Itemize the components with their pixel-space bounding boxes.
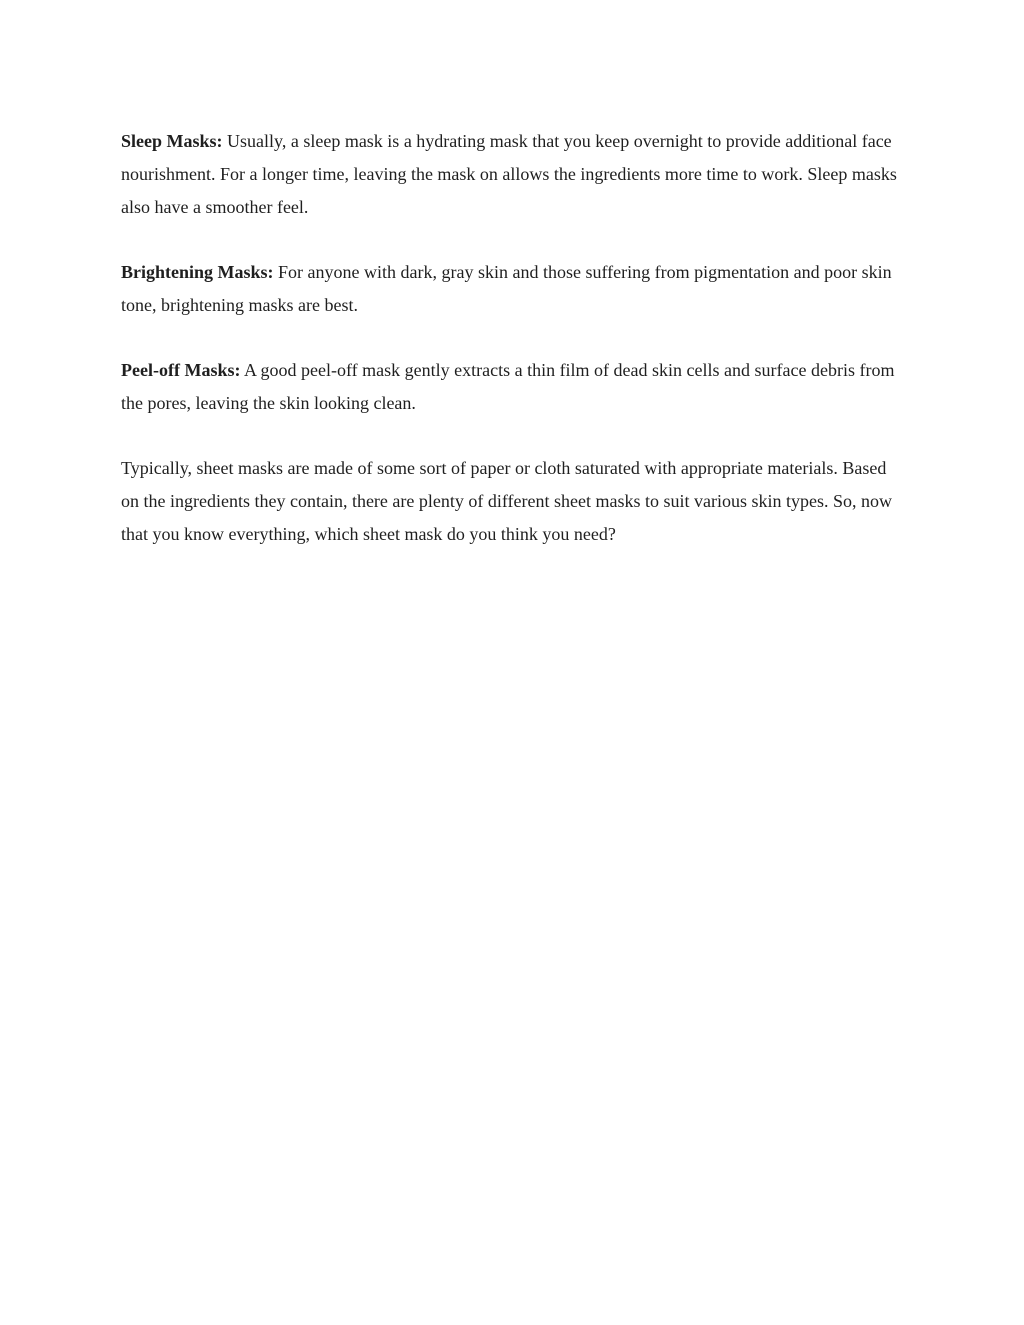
paragraph-term: Sleep Masks:: [121, 131, 223, 151]
paragraph-text: A good peel-off mask gently extracts a thin film of dead skin cells and surface debris from the pores, leaving the skin looking clean.: [121, 360, 895, 413]
paragraph-peel-off-masks: [121, 354, 906, 420]
document-body: [121, 125, 906, 583]
paragraph-text: For anyone with dark, gray skin and those suffering from pigmentation and poor skin tone, brightening masks are best.: [121, 262, 892, 315]
paragraph-brightening-masks: [121, 256, 906, 322]
paragraph-term: Peel-off Masks:: [121, 360, 241, 380]
paragraph-text: Usually, a sleep mask is a hydrating mask that you keep overnight to provide additional face nourishment. For a longer time, leaving the mask on allows the ingredients more time to work. Sleep masks also have a smoother feel.: [121, 131, 897, 217]
paragraph-term: Brightening Masks:: [121, 262, 274, 282]
paragraph-sleep-masks: [121, 125, 906, 224]
paragraph-conclusion: [121, 452, 906, 551]
paragraph-text: Typically, sheet masks are made of some sort of paper or cloth saturated with appropriate materials. Based on the ingredients they contain, there are plenty of different sheet masks to suit various skin types. So, now that you know everything, which sheet mask do you think you need?: [121, 458, 893, 544]
